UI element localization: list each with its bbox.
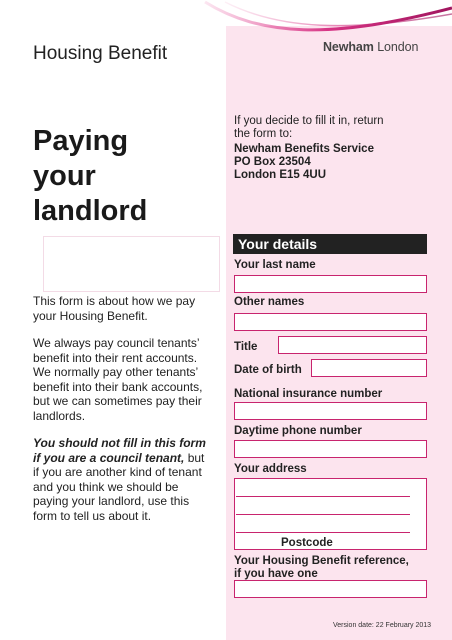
other-names-label: Other names bbox=[234, 296, 305, 308]
version-date: Version date: 22 February 2013 bbox=[333, 622, 432, 629]
section-header-your-details: Your details bbox=[233, 234, 427, 254]
return-line: If you decide to fill it in, return bbox=[234, 115, 384, 127]
address-line: London E15 4UU bbox=[234, 169, 327, 181]
hb-reference-label bbox=[234, 555, 409, 581]
return-address bbox=[234, 143, 374, 182]
copy-line: if you are another kind of tenant bbox=[33, 465, 202, 479]
copy-line: benefit into their rent accounts. bbox=[33, 350, 198, 365]
date-of-birth-label: Date of birth bbox=[234, 364, 302, 376]
intro-paragraph bbox=[33, 294, 218, 323]
label-line: Your Housing Benefit reference, bbox=[234, 555, 409, 567]
copy-line: We always pay council tenants’ bbox=[33, 336, 200, 350]
copy-line: We normally pay other tenants’ bbox=[33, 365, 199, 379]
title-label: Title bbox=[234, 341, 258, 353]
office-use-box bbox=[43, 236, 220, 292]
copy-line: but bbox=[184, 450, 205, 465]
address-line: Newham Benefits Service bbox=[234, 143, 374, 155]
brand-place: London bbox=[377, 40, 419, 54]
warning-paragraph bbox=[33, 436, 218, 523]
newham-london-logo bbox=[323, 40, 418, 54]
document-subtitle: Housing Benefit bbox=[33, 43, 168, 64]
last-name-label: Your last name bbox=[234, 259, 316, 271]
title-line: your bbox=[33, 160, 96, 192]
warning-emphasis: You should not fill in this form bbox=[33, 436, 206, 450]
address-line-guide bbox=[236, 514, 410, 515]
return-instructions bbox=[234, 115, 384, 141]
hb-reference-field[interactable] bbox=[234, 580, 427, 598]
warning-emphasis: if you are a council tenant, bbox=[33, 450, 185, 465]
copy-line: benefit into their bank accounts, bbox=[33, 379, 203, 394]
title-line: landlord bbox=[33, 195, 148, 227]
postcode-label: Postcode bbox=[281, 537, 333, 549]
copy-line: and you think we should be bbox=[33, 479, 179, 494]
copy-line: but we can sometimes pay their bbox=[33, 394, 202, 408]
other-names-field[interactable] bbox=[234, 313, 427, 331]
phone-field[interactable] bbox=[234, 440, 427, 458]
intro-copy bbox=[33, 294, 218, 536]
address-line-guide bbox=[236, 496, 410, 497]
copy-line: form to tell us about it. bbox=[33, 508, 152, 523]
label-line: if you have one bbox=[234, 568, 318, 580]
address-line-guide bbox=[236, 532, 410, 533]
ni-number-label: National insurance number bbox=[234, 388, 383, 400]
return-line: the form to: bbox=[234, 128, 293, 140]
document-title bbox=[33, 124, 147, 229]
brand-name: Newham bbox=[323, 40, 374, 54]
address-line: PO Box 23504 bbox=[234, 156, 311, 168]
ni-number-field[interactable] bbox=[234, 402, 427, 420]
phone-label: Daytime phone number bbox=[234, 425, 362, 437]
title-field[interactable] bbox=[278, 336, 427, 354]
copy-line: paying your landlord, use this bbox=[33, 494, 190, 508]
title-line: Paying bbox=[33, 125, 129, 157]
copy-line: This form is about how we pay bbox=[33, 294, 196, 308]
copy-line: landlords. bbox=[33, 408, 86, 423]
payment-paragraph bbox=[33, 336, 218, 423]
address-label: Your address bbox=[234, 463, 307, 475]
last-name-field[interactable] bbox=[234, 275, 427, 293]
copy-line: your Housing Benefit. bbox=[33, 308, 148, 323]
date-of-birth-field[interactable] bbox=[311, 359, 427, 377]
